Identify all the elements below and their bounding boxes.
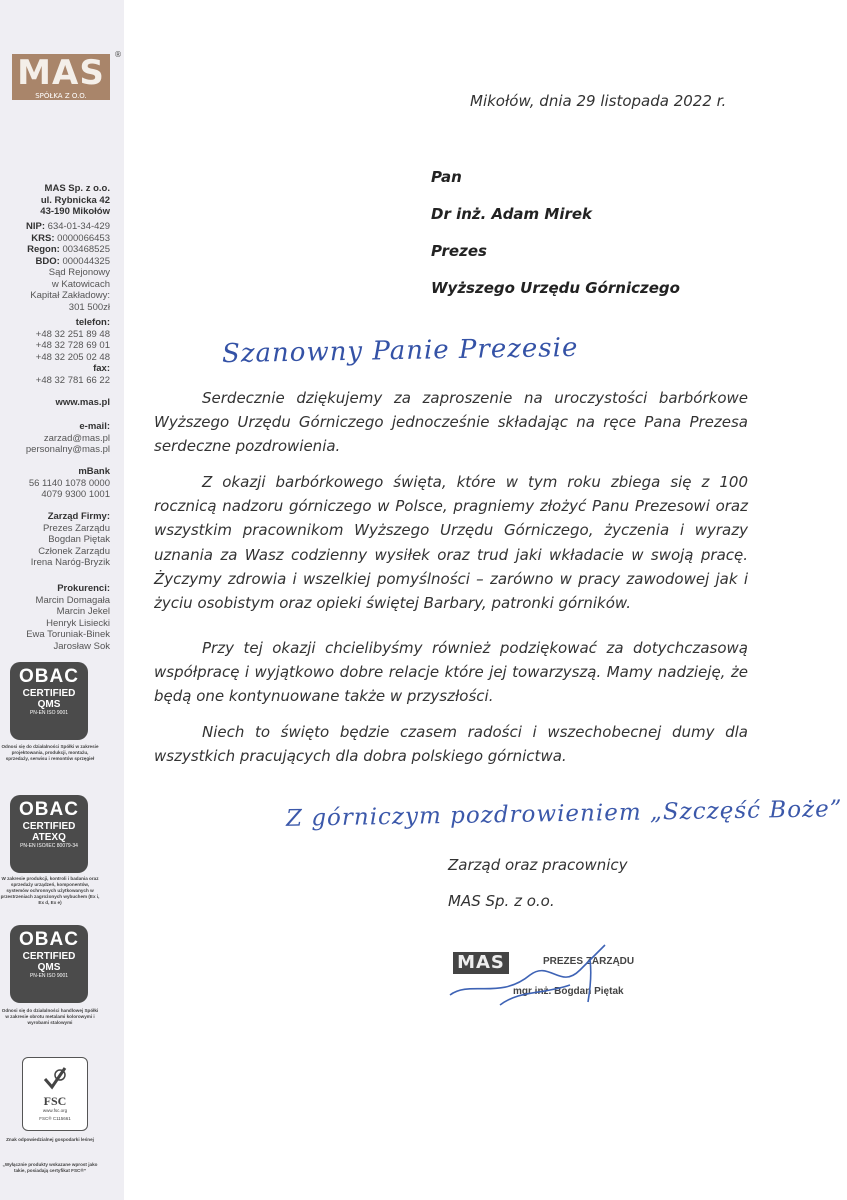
stamp-title: PREZES ZARZĄDU — [543, 956, 635, 967]
cert-note: Odnosi się do działalności Spółki w zakresie projektowania, produkcji, montażu, sprzedaży, serwisu i remontów sprzęgieł — [1, 744, 99, 761]
email-info: e-mail: zarzad@mas.pl personalny@mas.pl — [25, 421, 110, 455]
company-address: MAS Sp. z o.o. ul. Rybnicka 42 43-190 Mikołów — [40, 183, 110, 217]
letter-paragraph: Niech to święto będzie czasem radości i wszechobecnej dumy dla wszystkich pracujących dla dobra polskiego górnictwa. — [154, 723, 748, 766]
fsc-note: „Wyłącznie produkty wskazane wprost jako takie, posiadają certyfikat FSC®” — [2, 1162, 98, 1173]
court-info: Sąd Rejonowy w Katowicach Kapitał Zakładowy: 301 500zł — [30, 267, 110, 313]
obac-qms-cert-badge: OBAC CERTIFIED QMS PN-EN ISO 9001 — [10, 662, 88, 740]
recipient-line: Wyższego Urzędu Górniczego — [431, 279, 680, 297]
board-info: Zarząd Firmy: Prezes Zarządu Bogdan Piętak Członek Zarządu Irena Naróg-Bryzik — [30, 511, 110, 568]
stamp-logo: MAS — [453, 952, 509, 974]
obac-atexq-cert-badge: OBAC CERTIFIED ATEXQ PN-EN ISO/IEC 80079-34 — [10, 795, 88, 873]
handwritten-closing: Z górniczym pozdrowieniem „Szczęść Boże” — [285, 796, 843, 832]
obac-qms-cert-badge: OBAC CERTIFIED QMS PN-EN ISO 9001 — [10, 925, 88, 1003]
letter-paragraph: Z okazji barbórkowego święta, które w tym roku zbiega się z 100 rocznicą nadzoru górniczego w Polsce, pragniemy złożyć Panu Prezesowi oraz wszystkim pracownikom Wyższego Urzędu Górniczego, życzenia i wyrazy uznania za Wasz codzienny wysiłek oraz trud jaki wkładacie w swoją pracę. Życzymy zdrowia i wszelkiej pomyślności – zarówno w pracy zawodowej jak i życiu osobistym oraz opieki świętej Barbary, patronki górników. — [154, 473, 748, 613]
letterhead-sidebar — [0, 0, 124, 1200]
tree-check-icon — [40, 1063, 70, 1093]
registered-mark: ® — [114, 50, 122, 59]
bank-info: mBank 56 1140 1078 0000 4079 9300 1001 — [28, 466, 110, 500]
sign-off-line: Zarząd oraz pracownicy — [448, 856, 628, 874]
sign-off-line: MAS Sp. z o.o. — [448, 892, 555, 910]
phone-info: telefon: +48 32 251 89 48 +48 32 728 69 01 +48 32 205 02 48 fax: +48 32 781 66 22 — [35, 317, 110, 386]
recipient-line: Pan — [431, 168, 462, 186]
signature — [440, 940, 630, 1020]
letter-paragraph: Serdecznie dziękujemy za zaproszenie na uroczystości barbórkowe Wyższego Urzędu Górniczego jednocześnie składając na ręce Pana Prezesa serdeczne pozdrowienia. — [154, 389, 748, 456]
stamp-name: mgr inż. Bogdan Piętak — [513, 986, 624, 997]
website: www.mas.pl — [55, 397, 110, 408]
proxies-info: Prokurenci: Marcin Domagała Marcin Jekel Henryk Lisiecki Ewa Toruniak-Binek Jarosław Sok — [26, 583, 110, 652]
fsc-note: Znak odpowiedzialnej gospodarki leśnej — [6, 1137, 94, 1142]
cert-note: Odnosi się do działalności handlowej Spółki w zakresie obrotu metalami kolorowymi i wyrobami stalowymi — [1, 1008, 99, 1025]
company-logo: MAS SPÓŁKA Z O.O. — [12, 54, 110, 100]
handwritten-greeting: Szanowny Panie Prezesie — [221, 332, 579, 370]
letter-paragraph: Przy tej okazji chcielibyśmy również podziękować za dotychczasową współpracę i wyjątkowo dobre relacje które jej towarzyszą. Mamy nadzieję, że będą one kontynuowane także w przyszłości. — [154, 639, 748, 706]
company-ids: NIP: 634-01-34-429 KRS: 0000066453 Regon: 003468525 BDO: 000044325 — [26, 221, 110, 267]
fsc-logo: FSC www.fsc.org FSC® C115661 — [22, 1057, 88, 1131]
recipient-line: Prezes — [431, 242, 487, 260]
letter-date: Mikołów, dnia 29 listopada 2022 r. — [470, 92, 727, 110]
recipient-line: Dr inż. Adam Mirek — [431, 205, 593, 223]
cert-note: W zakresie produkcji, kontroli i badania oraz sprzedaży urządzeń, komponentów, systemów ochronnych użytkowanych w przestrzeniach zagrożonych wybuchem (Ex i, Ex d, Ex e) — [0, 876, 100, 905]
